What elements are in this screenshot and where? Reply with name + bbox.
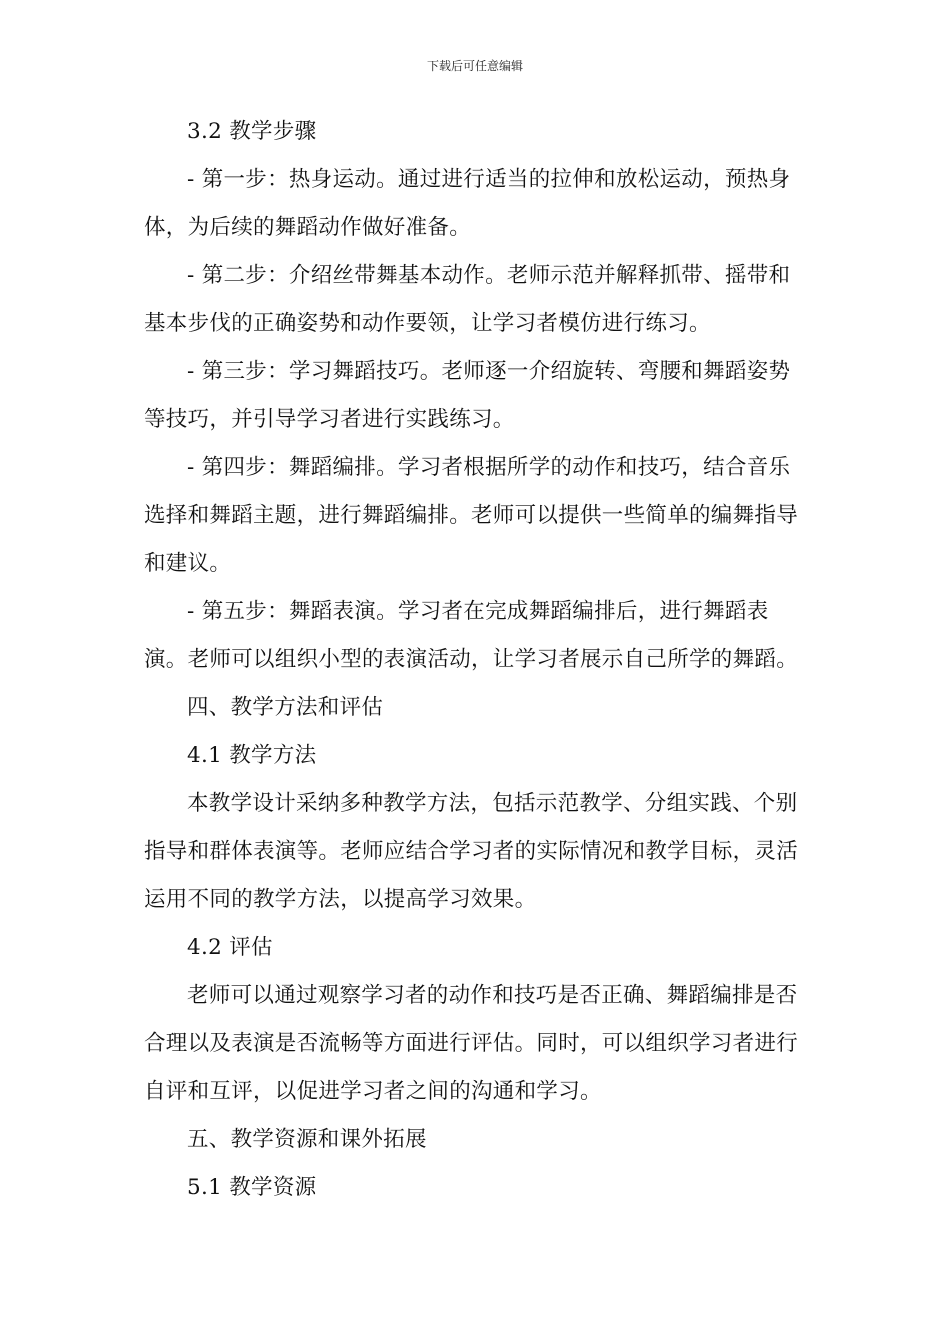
step-three-paragraph: - 第三步：学习舞蹈技巧。老师逐一介绍旋转、弯腰和舞蹈姿势等技巧，并引导学习者进行实践练习。 bbox=[144, 359, 791, 432]
teaching-methods-paragraph: 本教学设计采纳多种教学方法，包括示范教学、分组实践、个别指导和群体表演等。老师应结合学习者的实际情况和教学目标，灵活运用不同的教学方法，以提高学习效果。 bbox=[144, 791, 799, 912]
section-heading-4-1: 4.1 教学方法 bbox=[187, 743, 317, 768]
page-header-note: 下载后可任意编辑 bbox=[426, 59, 523, 73]
step-one-paragraph: - 第一步：热身运动。通过进行适当的拉伸和放松运动，预热身体，为后续的舞蹈动作做好准备。 bbox=[144, 167, 791, 240]
section-heading-4: 四、教学方法和评估 bbox=[187, 695, 384, 720]
section-heading-3-2: 3.2 教学步骤 bbox=[187, 119, 317, 144]
document-body bbox=[144, 108, 809, 1212]
section-heading-4-2: 4.2 评估 bbox=[187, 935, 273, 960]
step-five-paragraph: - 第五步：舞蹈表演。学习者在完成舞蹈编排后，进行舞蹈表演。老师可以组织小型的表演活动，让学习者展示自己所学的舞蹈。 bbox=[144, 599, 799, 672]
section-heading-5: 五、教学资源和课外拓展 bbox=[187, 1127, 427, 1152]
step-two-paragraph: - 第二步：介绍丝带舞基本动作。老师示范并解释抓带、摇带和基本步伐的正确姿势和动作要领，让学习者模仿进行练习。 bbox=[144, 263, 791, 336]
step-four-paragraph: - 第四步：舞蹈编排。学习者根据所学的动作和技巧，结合音乐选择和舞蹈主题，进行舞蹈编排。老师可以提供一些简单的编舞指导和建议。 bbox=[144, 455, 799, 576]
assessment-paragraph: 老师可以通过观察学习者的动作和技巧是否正确、舞蹈编排是否合理以及表演是否流畅等方面进行评估。同时，可以组织学习者进行自评和互评，以促进学习者之间的沟通和学习。 bbox=[144, 983, 799, 1104]
section-heading-5-1: 5.1 教学资源 bbox=[187, 1175, 317, 1200]
